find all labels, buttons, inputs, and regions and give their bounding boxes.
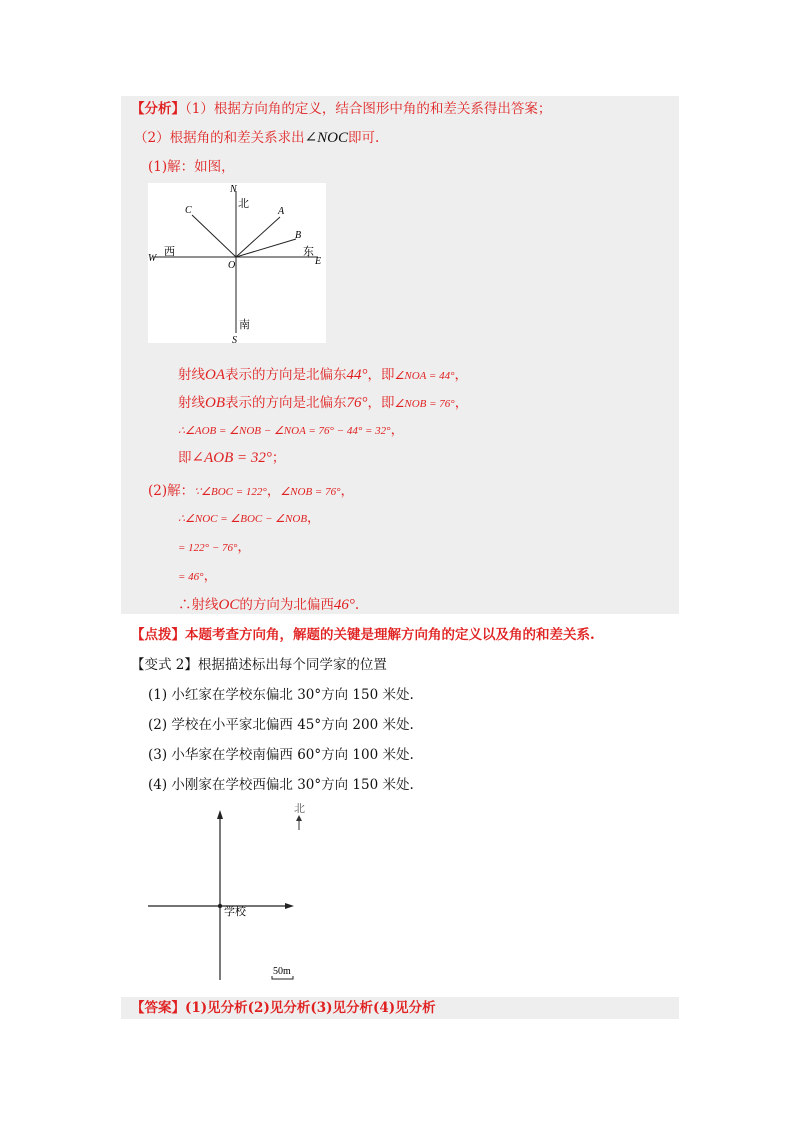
label-xi: 西 <box>164 246 175 258</box>
horizontal-axis-arrow <box>285 903 294 909</box>
label-dong: 东 <box>303 246 314 258</box>
solution-2-line-4: = 46°， <box>178 568 218 584</box>
solution-2-line-3: = 122° − 76°， <box>178 539 251 555</box>
label-N: N <box>230 184 237 195</box>
school-point <box>218 904 222 908</box>
variant-title: 【变式 2】根据描述标出每个同学家的位置 <box>131 657 387 673</box>
vertical-axis-arrow <box>217 810 223 819</box>
analysis-line-2: （2）根据角的和差关系求出∠NOC即可. <box>134 130 380 146</box>
ray-oa <box>236 217 280 257</box>
label-S: S <box>232 335 237 343</box>
label-bei: 北 <box>238 198 249 210</box>
solution-2-line-1: (2)解：∵∠BOC = 122°，∠NOB = 76°， <box>148 483 354 499</box>
answer-line: 【答案】(1)见分析(2)见分析(3)见分析(4)见分析 <box>131 1000 436 1016</box>
variant-item-4: (4) 小刚家在学校西偏北 30°方向 150 米处. <box>148 777 414 793</box>
north-arrow-head <box>296 815 302 821</box>
direction-figure <box>148 183 326 343</box>
label-C: C <box>185 205 192 216</box>
analysis-line-1: 【分析】（1）根据方向角的定义，结合图形中角的和差关系得出答案； <box>131 101 552 117</box>
label-B: B <box>295 230 302 241</box>
solution-2-line-5: ∴射线OC的方向为北偏西46°. <box>178 597 360 613</box>
solution-1-line-1: 射线OA表示的方向是北偏东44°，即∠NOA = 44°， <box>178 367 468 383</box>
solution-1-line-2: 射线OB表示的方向是北偏东76°，即∠NOB = 76°， <box>178 395 469 411</box>
ray-oc <box>192 215 236 257</box>
label-E: E <box>315 256 322 267</box>
analysis-tag: 【分析】 <box>131 101 185 117</box>
label-O: O <box>228 260 236 271</box>
label-A: A <box>278 206 285 217</box>
variant-item-2: (2) 学校在小平家北偏西 45°方向 200 米处. <box>148 717 414 733</box>
school-label: 学校 <box>224 906 246 918</box>
comment-line: 【点拨】本题考查方向角，解题的关键是理解方向角的定义以及角的和差关系. <box>131 627 595 643</box>
variant-item-3: (3) 小华家在学校南偏西 60°方向 100 米处. <box>148 747 414 763</box>
scale-label: 50m <box>273 966 291 977</box>
direction-diagram-svg <box>148 183 326 343</box>
solution-1-heading: (1)解：如图， <box>148 159 235 175</box>
north-label: 北 <box>294 803 305 815</box>
school-map-figure <box>140 798 320 984</box>
answer-tag: 【答案】 <box>131 1000 185 1016</box>
comment-tag: 【点拨】 <box>131 627 185 643</box>
solution-2-line-2: ∴∠NOC = ∠BOC − ∠NOB， <box>178 510 321 526</box>
variant-item-1: (1) 小红家在学校东偏北 30°方向 150 米处. <box>148 687 414 703</box>
label-nan: 南 <box>239 319 250 331</box>
label-W: W <box>148 253 157 264</box>
ray-ob <box>236 239 296 257</box>
solution-1-line-4: 即∠AOB = 32°； <box>178 450 286 466</box>
solution-1-line-3: ∴∠AOB = ∠NOB − ∠NOA = 76° − 44° = 32°， <box>178 422 405 438</box>
